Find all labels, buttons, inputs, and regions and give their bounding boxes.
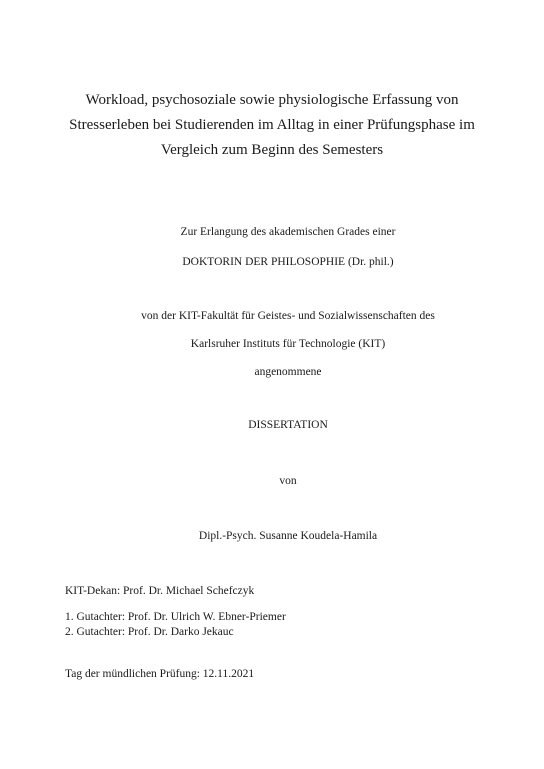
exam-date-line: Tag der mündlichen Prüfung: 12.11.2021	[65, 668, 255, 680]
by-label: von	[279, 475, 297, 487]
reviewer-1-line: 1. Gutachter: Prof. Dr. Ulrich W. Ebner-Priemer	[65, 611, 286, 623]
faculty-line-2: Karlsruher Instituts für Technologie (KIT)	[190, 338, 386, 350]
title-line-2: Stresserleben bei Studierenden im Alltag in einer Prüfungsphase im	[69, 117, 475, 133]
dean-line: KIT-Dekan: Prof. Dr. Michael Schefczyk	[65, 585, 255, 597]
dissertation-title	[66, 88, 478, 163]
faculty-line-1: von der KIT-Fakultät für Geistes- und Sozialwissenschaften des	[141, 310, 435, 322]
document-type: DISSERTATION	[248, 419, 328, 431]
degree-line-2: DOKTORIN DER PHILOSOPHIE (Dr. phil.)	[182, 256, 394, 268]
title-line-3: Vergleich zum Beginn des Semesters	[160, 142, 384, 158]
degree-line-1: Zur Erlangung des akademischen Grades einer	[180, 226, 396, 238]
title-line-1: Workload, psychosoziale sowie physiologische Erfassung von	[85, 92, 459, 108]
reviewer-2-line: 2. Gutachter: Prof. Dr. Darko Jekauc	[65, 626, 234, 638]
author-name: Dipl.-Psych. Susanne Koudela-Hamila	[198, 530, 378, 542]
faculty-line-3: angenommene	[254, 366, 322, 378]
